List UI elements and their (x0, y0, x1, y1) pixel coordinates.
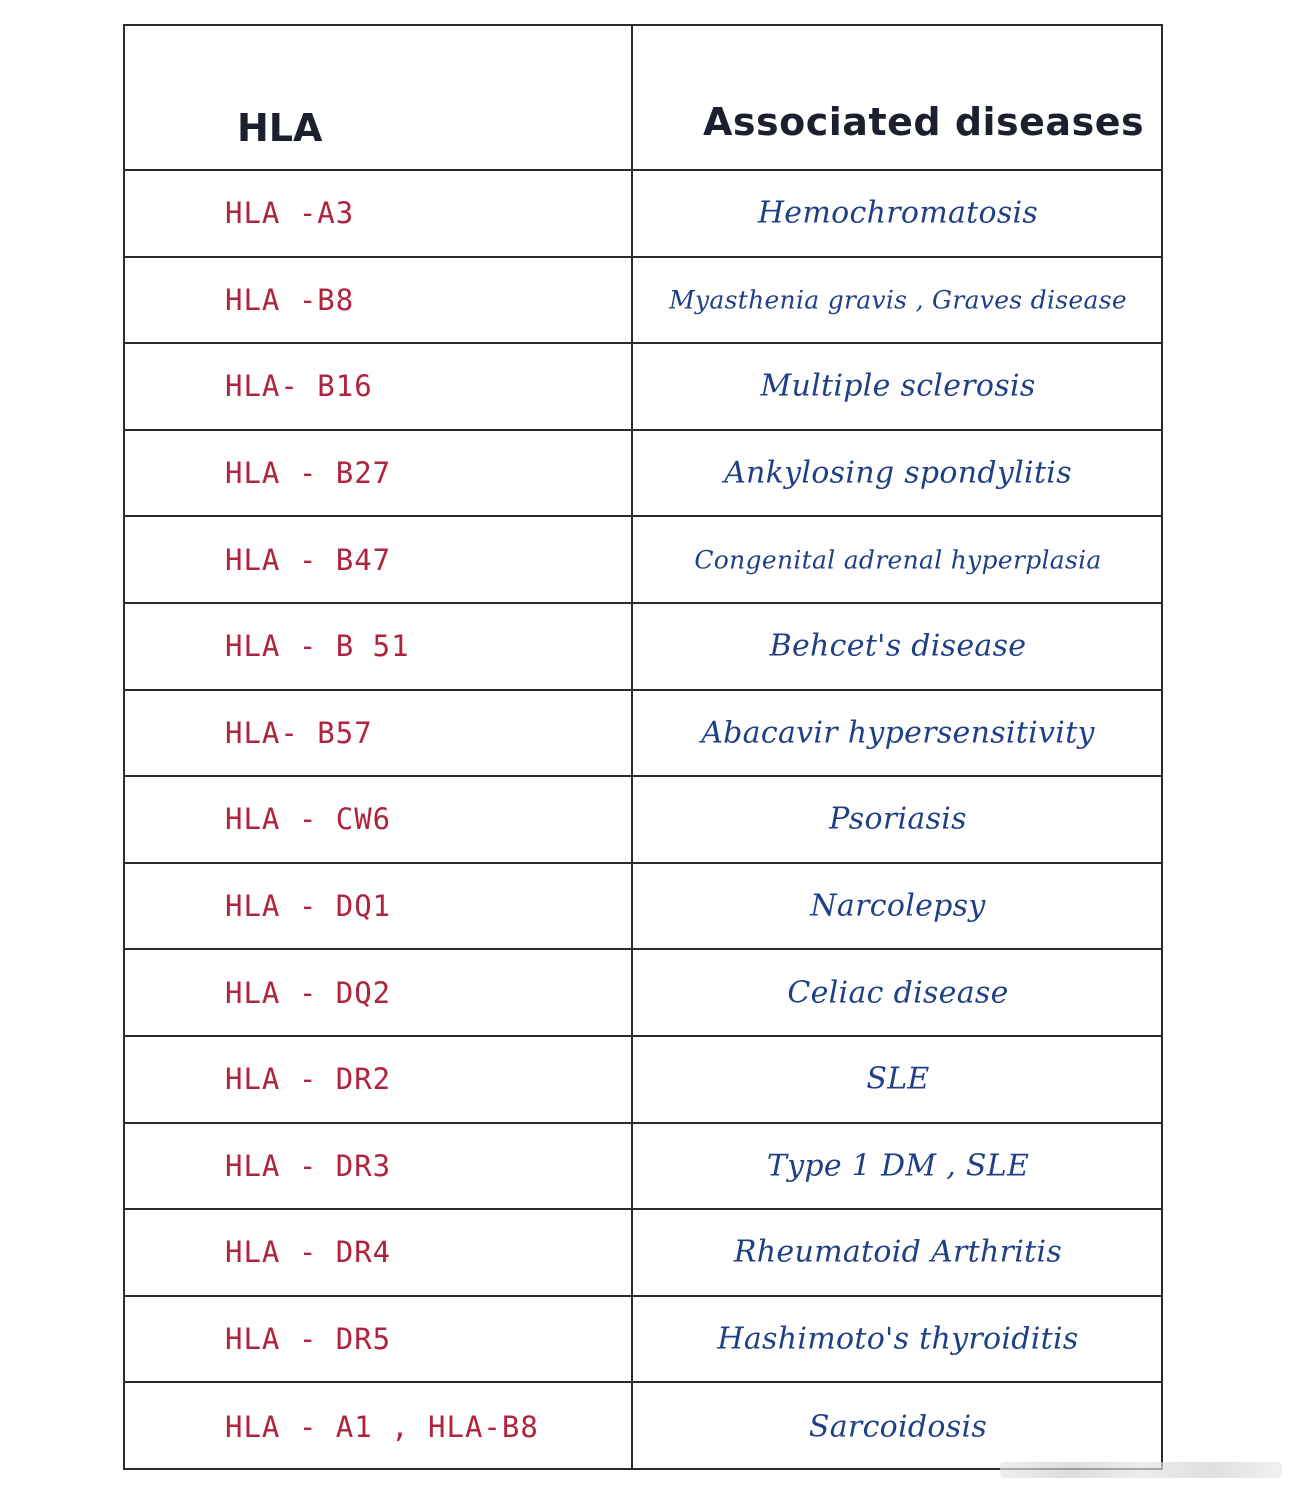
hla-cell: HLA - DQ1 (225, 889, 392, 924)
hla-cell: HLA- B57 (225, 715, 373, 750)
table-row (125, 258, 1161, 345)
disease-cell: Narcolepsy (810, 888, 986, 924)
hla-cell: HLA - DR3 (225, 1148, 392, 1183)
table-row (125, 344, 1161, 431)
disease-cell: Hashimoto's thyroiditis (717, 1321, 1079, 1357)
hla-cell: HLA - CW6 (225, 802, 392, 837)
hla-table (123, 24, 1163, 1470)
disease-cell: Celiac disease (787, 975, 1009, 1011)
hla-cell: HLA - B27 (225, 456, 392, 491)
hla-cell: HLA -B8 (225, 282, 355, 317)
header-associated-diseases: Associated diseases (703, 100, 1145, 144)
table-row (125, 1124, 1161, 1211)
disease-cell: Abacavir hypersensitivity (701, 715, 1095, 751)
hla-cell: HLA -A3 (225, 196, 355, 231)
table-row (125, 1210, 1161, 1297)
header-hla: HLA (237, 106, 323, 150)
hla-cell: HLA - B 51 (225, 629, 410, 664)
table-header (125, 26, 1161, 171)
disease-cell: SLE (866, 1061, 930, 1097)
disease-cell: Hemochromatosis (757, 195, 1039, 231)
table-body (125, 171, 1161, 1470)
disease-cell: Ankylosing spondylitis (724, 455, 1072, 491)
hla-cell: HLA- B16 (225, 369, 373, 404)
hla-cell: HLA - DR5 (225, 1322, 392, 1357)
table-row (125, 1297, 1161, 1384)
hla-cell: HLA - DQ2 (225, 975, 392, 1010)
table-row (125, 517, 1161, 604)
table-row (125, 691, 1161, 778)
table-row (125, 864, 1161, 951)
table-row (125, 777, 1161, 864)
table-row (125, 1383, 1161, 1470)
table-row (125, 431, 1161, 518)
disease-cell: Congenital adrenal hyperplasia (694, 545, 1102, 575)
disease-cell: Myasthenia gravis , Graves disease (669, 285, 1127, 315)
hla-cell: HLA - B47 (225, 542, 392, 577)
disease-cell: Sarcoidosis (808, 1409, 988, 1445)
hla-cell: HLA - DR2 (225, 1062, 392, 1097)
hla-cell: HLA - DR4 (225, 1235, 392, 1270)
disease-cell: Behcet's disease (769, 628, 1027, 664)
table-row (125, 604, 1161, 691)
disease-cell: Multiple sclerosis (760, 368, 1036, 404)
table-row (125, 1037, 1161, 1124)
table-row (125, 950, 1161, 1037)
hla-cell: HLA - A1 , HLA-B8 (225, 1409, 539, 1444)
blurred-watermark (1000, 1462, 1282, 1478)
table-row (125, 171, 1161, 258)
disease-cell: Type 1 DM , SLE (766, 1148, 1030, 1184)
disease-cell: Rheumatoid Arthritis (733, 1234, 1063, 1270)
disease-cell: Psoriasis (829, 801, 967, 837)
